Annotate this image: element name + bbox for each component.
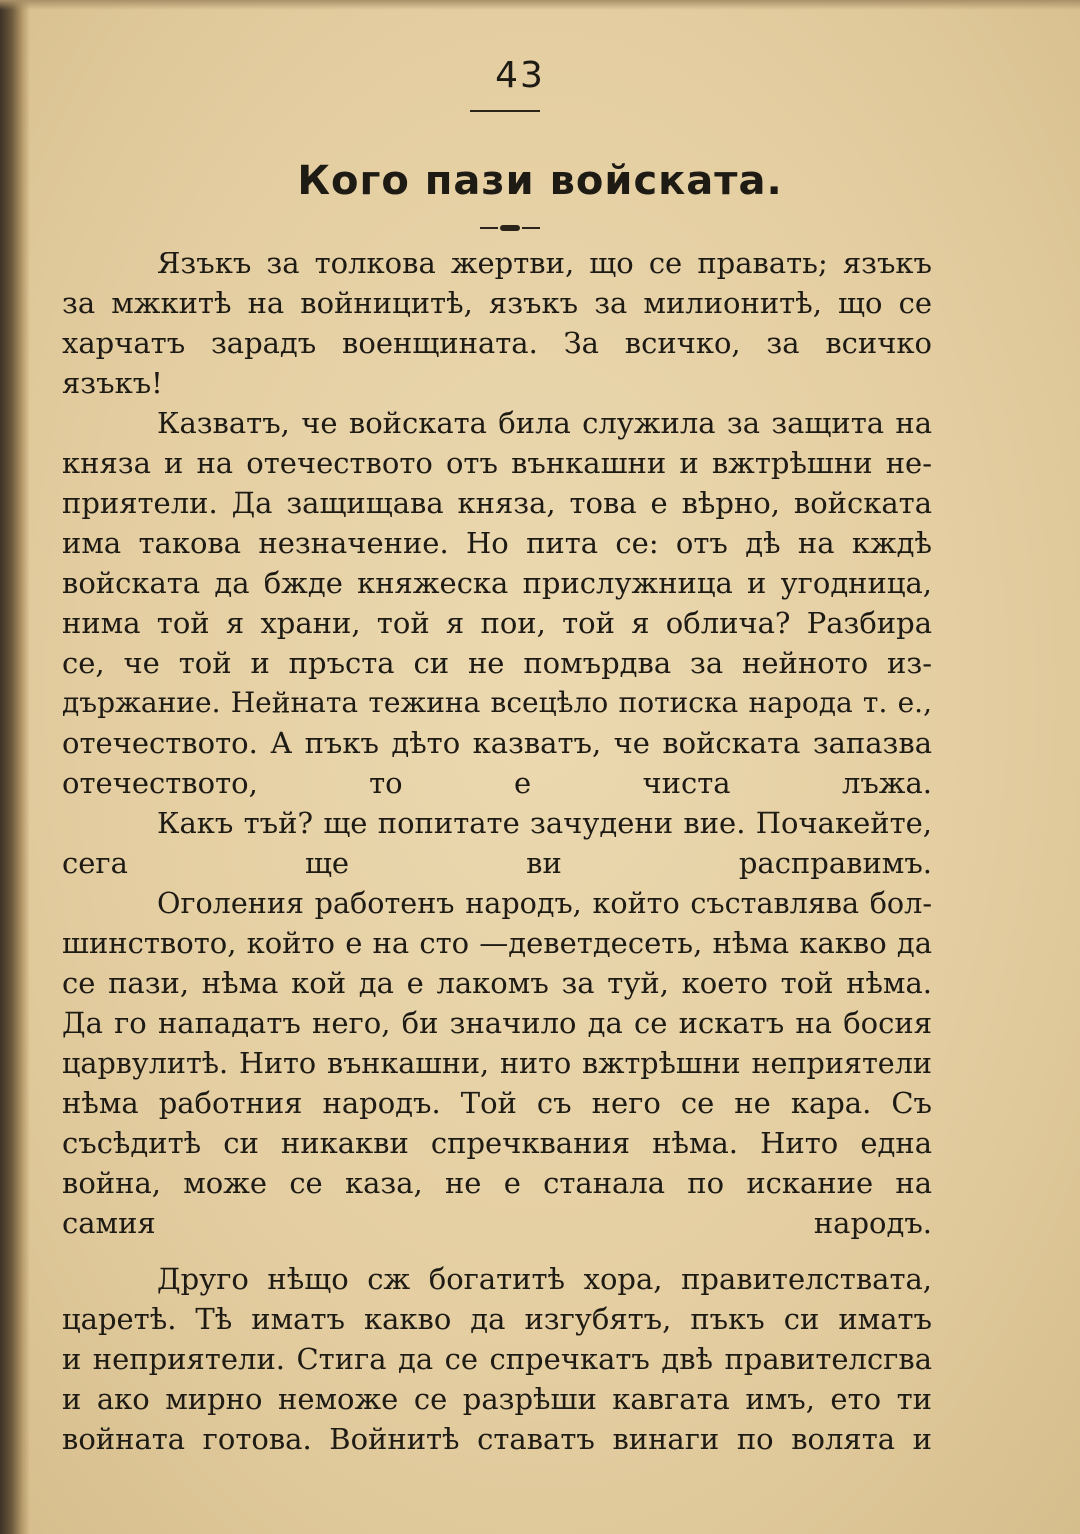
text-line: княза и на отечеството отъ вънкашни и вжтрѣшни не- [62,446,932,480]
page-number: 43 [495,55,545,96]
text-line: отечеството. А пъкъ дѣто казватъ, че войската запазва [62,726,932,760]
text-line: отечеството, то е чиста лъжа. [62,766,932,800]
body-text [62,243,932,1459]
text-line: и ако мирно неможе се разрѣши кавгата имъ, ето ти [62,1382,932,1416]
text-line: се пази, нѣма кой да е лакомъ за туй, което той нѣма. [62,966,932,1000]
text-line: има такова незначение. Но пита се: отъ дѣ на кждѣ [62,526,932,560]
page-top-edge [0,0,1080,10]
page-binding-edge [0,0,30,1534]
text-line: Оголения работенъ народъ, който съставлява бол- [157,886,932,920]
text-line: царетѣ. Тѣ иматъ какво да изгубятъ, пъкъ си иматъ [62,1302,932,1336]
text-line: държание. Нейната тежина всецѣло потиска народа т. е., [62,686,932,719]
paragraph-3 [62,803,932,883]
text-line: съсѣдитѣ си никакви спречквания нѣма. Нито една [62,1126,932,1160]
text-line: войната готова. Войнитѣ ставатъ винаги по волята и [62,1422,932,1456]
text-line: язъкъ! [62,366,163,400]
title-ornament-icon [480,224,540,232]
paragraph-1 [62,243,932,403]
text-line: самия народъ. [62,1206,932,1240]
text-line: за мжкитѣ на войницитѣ, язъкъ за милионитѣ, що се [62,286,932,320]
text-line: Да го нападатъ него, би значило да се искатъ на босия [62,1006,932,1040]
paragraph-gap [62,1243,932,1259]
text-line: Друго нѣщо сж богатитѣ хора, правителствата, [157,1262,932,1296]
page-number-rule [470,110,540,112]
text-line: нѣма работния народъ. Той съ него се не кара. Съ [62,1086,932,1120]
text-line: сега ще ви расправимъ. [62,846,932,880]
text-line: Какъ тъй? ще попитате зачудени вие. Почакейте, [157,806,932,840]
text-line: нима той я храни, той я пои, той я облича? Разбира [62,606,932,640]
text-line: приятели. Да защищава княза, това е вѣрно, войската [62,486,932,520]
text-line: войската да бжде княжеска прислужница и угодница, [62,566,932,600]
text-line: и неприятели. Стига да се спречкатъ двѣ правителсгва [62,1342,932,1376]
chapter-title: Кого пази войската. [297,158,783,204]
paragraph-2 [62,403,932,803]
paragraph-5 [62,1259,932,1459]
text-line: война, може се каза, не е станала по искание на [62,1166,932,1200]
text-line: царвулитѣ. Нито вънкашни, нито вжтрѣшни неприятели [62,1046,932,1080]
paragraph-4 [62,883,932,1243]
text-line: шинството, който е на сто —деветдесеть, нѣма какво да [62,926,932,960]
text-line: Казватъ, че войската била служила за защита на [157,406,932,440]
text-line: харчатъ зарадъ военщината. За всичко, за всичко [62,326,932,360]
text-line: Язъкъ за толкова жертви, що се правать; язъкъ [157,246,932,280]
text-line: се, че той и пръста си не помърдва за нейното из- [62,646,932,680]
